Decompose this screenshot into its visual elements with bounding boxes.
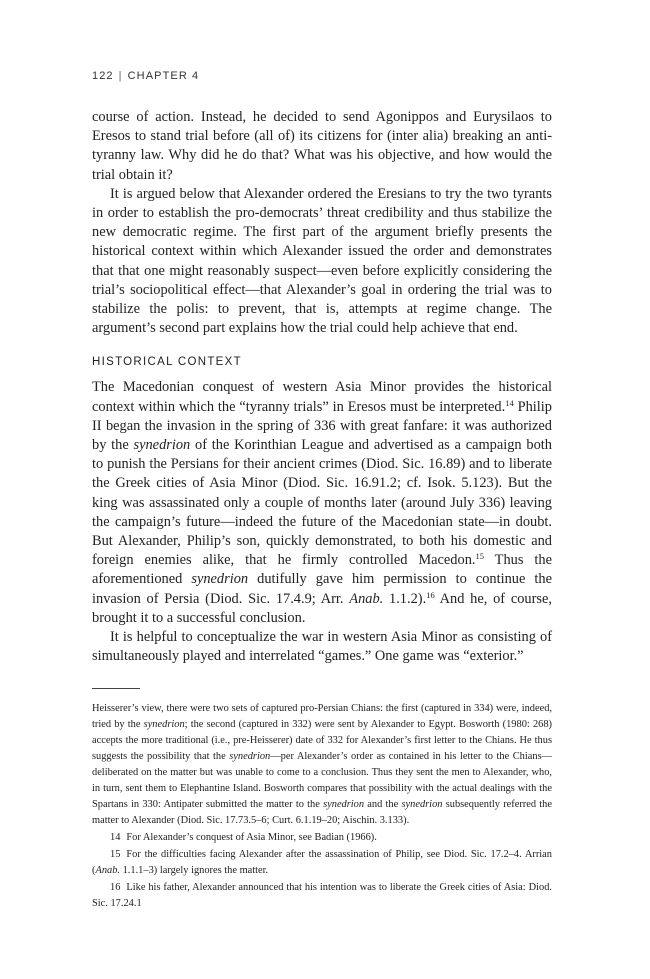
synedrion-term: synedrion [229,751,271,763]
running-head-separator: | [118,70,123,82]
footnote-15 [92,847,552,879]
p3-text-b: Philip II began the invasion in the spring of 336 with great fanfare: it was authorized by the [92,398,553,454]
footnote-divider [92,688,140,689]
footnote-number: 14 [110,832,121,844]
section-heading: HISTORICAL CONTEXT [92,356,242,369]
synedrion-term: synedrion [191,571,249,588]
p3-text-c: of the Korinthian League and advertised as a campaign both to punish the Persians for their ancient crimes (Diod. Sic. 16.89) and to liberate the Greek cities of Asia Minor (Diod. Sic. 16.91.2; cf. Isok. 5.123). But the king was assassinated only a couple of months later (around July 336) leaving the campaign’s future—indeed the future of the Macedonian state—in doubt. But Alexander, Philip’s son, quickly demonstrated, to both his domestic and foreign enemies alike, that he firmly controlled Macedon. [92,437,552,569]
fn-cont-text-e: subsequently referred the matter to Alexander (Diod. Sic. 17.73.5–6; Curt. 6.1.19–20; Aischin. 3.133). [92,799,552,827]
paragraph-4: It is helpful to conceptualize the war in western Asia Minor as consisting of simultaneously played and interrelated “games.” One game was “exterior.” [92,629,552,665]
footnote-text: Like his father, Alexander announced that his intention was to liberate the Greek cities of Asia: Diod. Sic. 17.24.1 [92,882,552,910]
footnote-ref-15: 15 [475,551,484,562]
footnote-14 [92,830,552,846]
synedrion-term: synedrion [401,799,443,811]
chapter-label: CHAPTER 4 [127,70,200,82]
footnote-ref-14: 14 [505,397,514,408]
paragraph-1: course of action. Instead, he decided to send Agonippos and Eurysilaos to Eresos to stand trial before (all of) its citizens for (inter alia) breaking an anti-tyranny law. Why did he do that? What was his objective, and how would the trial obtain it? [92,109,552,183]
footnotes [92,701,552,912]
synedrion-term: synedrion [323,799,365,811]
p3-text-f: 1.1.2). [383,590,427,607]
body-text [92,108,552,666]
anab-citation: Anab. [95,865,120,877]
footnote-number: 16 [110,882,121,894]
paragraph-3 [92,378,552,628]
p3-text-e: dutifully gave him permission to continue the invasion of Persia (Diod. Sic. 17.4.9; Arr. [92,571,552,607]
footnote-ref-16: 16 [426,589,435,600]
fn-cont-text-d: and the [364,799,402,811]
running-head [92,68,552,84]
footnote-16 [92,880,552,912]
p3-text-a: The Macedonian conquest of western Asia Minor provides the historical context within which the “tyranny trials” in Eresos must be interpreted. [92,379,552,415]
paragraph-2: It is argued below that Alexander ordered the Eresians to try the two tyrants in order to establish the pro-democrats’ threat credibility and thus stabilize the new democratic regime. The first part of the argument briefly presents the historical context within which Alexander issued the order and demonstrates that that one might reasonably suspect—even before explicitly considering the trial’s sociopolitical effect—that Alexander’s goal in ordering the trial was to stabilize the polis: to prevent, that is, attempts at regime change. The argument’s second part explains how the trial could help achieve that end. [92,185,552,337]
footnote-text-b: 1.1.1–3) largely ignores the matter. [120,865,269,877]
synedrion-term: synedrion [133,437,191,454]
footnote-number: 15 [110,849,121,861]
anab-citation: Anab. [349,590,384,607]
page-number: 122 [92,70,114,82]
footnote-text-a: For the difficulties facing Alexander after the assassination of Philip, see Diod. Sic. 17.2–4. Arrian ( [92,849,552,877]
footnote-text: For Alexander’s conquest of Asia Minor, see Badian (1966). [126,832,377,844]
p3-text-d: Thus the aforementioned [92,552,552,588]
page [92,60,552,912]
p3-text-g: And he, of course, brought it to a successful conclusion. [92,590,552,626]
fn-cont-text-a: Heisserer’s view, there were two sets of captured pro-Persian Chians: the first (captured in 334) were, indeed, tried by the [92,703,552,731]
fn-cont-text-c: —per Alexander’s order as contained in his letter to the Chians—deliberated on the matter but was unable to come to a conclusion. Thus they sent the men to Alexander, who, in turn, sent them to Elephantine Island. Bosworth compares that possibility with the actual dealings with the Spartans in 330: Antipater submitted the matter to the [92,751,553,811]
fn-cont-text-b: ; the second (captured in 332) were sent by Alexander to Egypt. Bosworth (1980: 268) accepts the more traditional (i.e., pre-Heisserer) date of 332 for Alexander’s first letter to the Chians. He thus suggests the possibility that the [92,719,552,763]
footnote-continued [92,701,552,829]
synedrion-term: synedrion [143,719,185,731]
